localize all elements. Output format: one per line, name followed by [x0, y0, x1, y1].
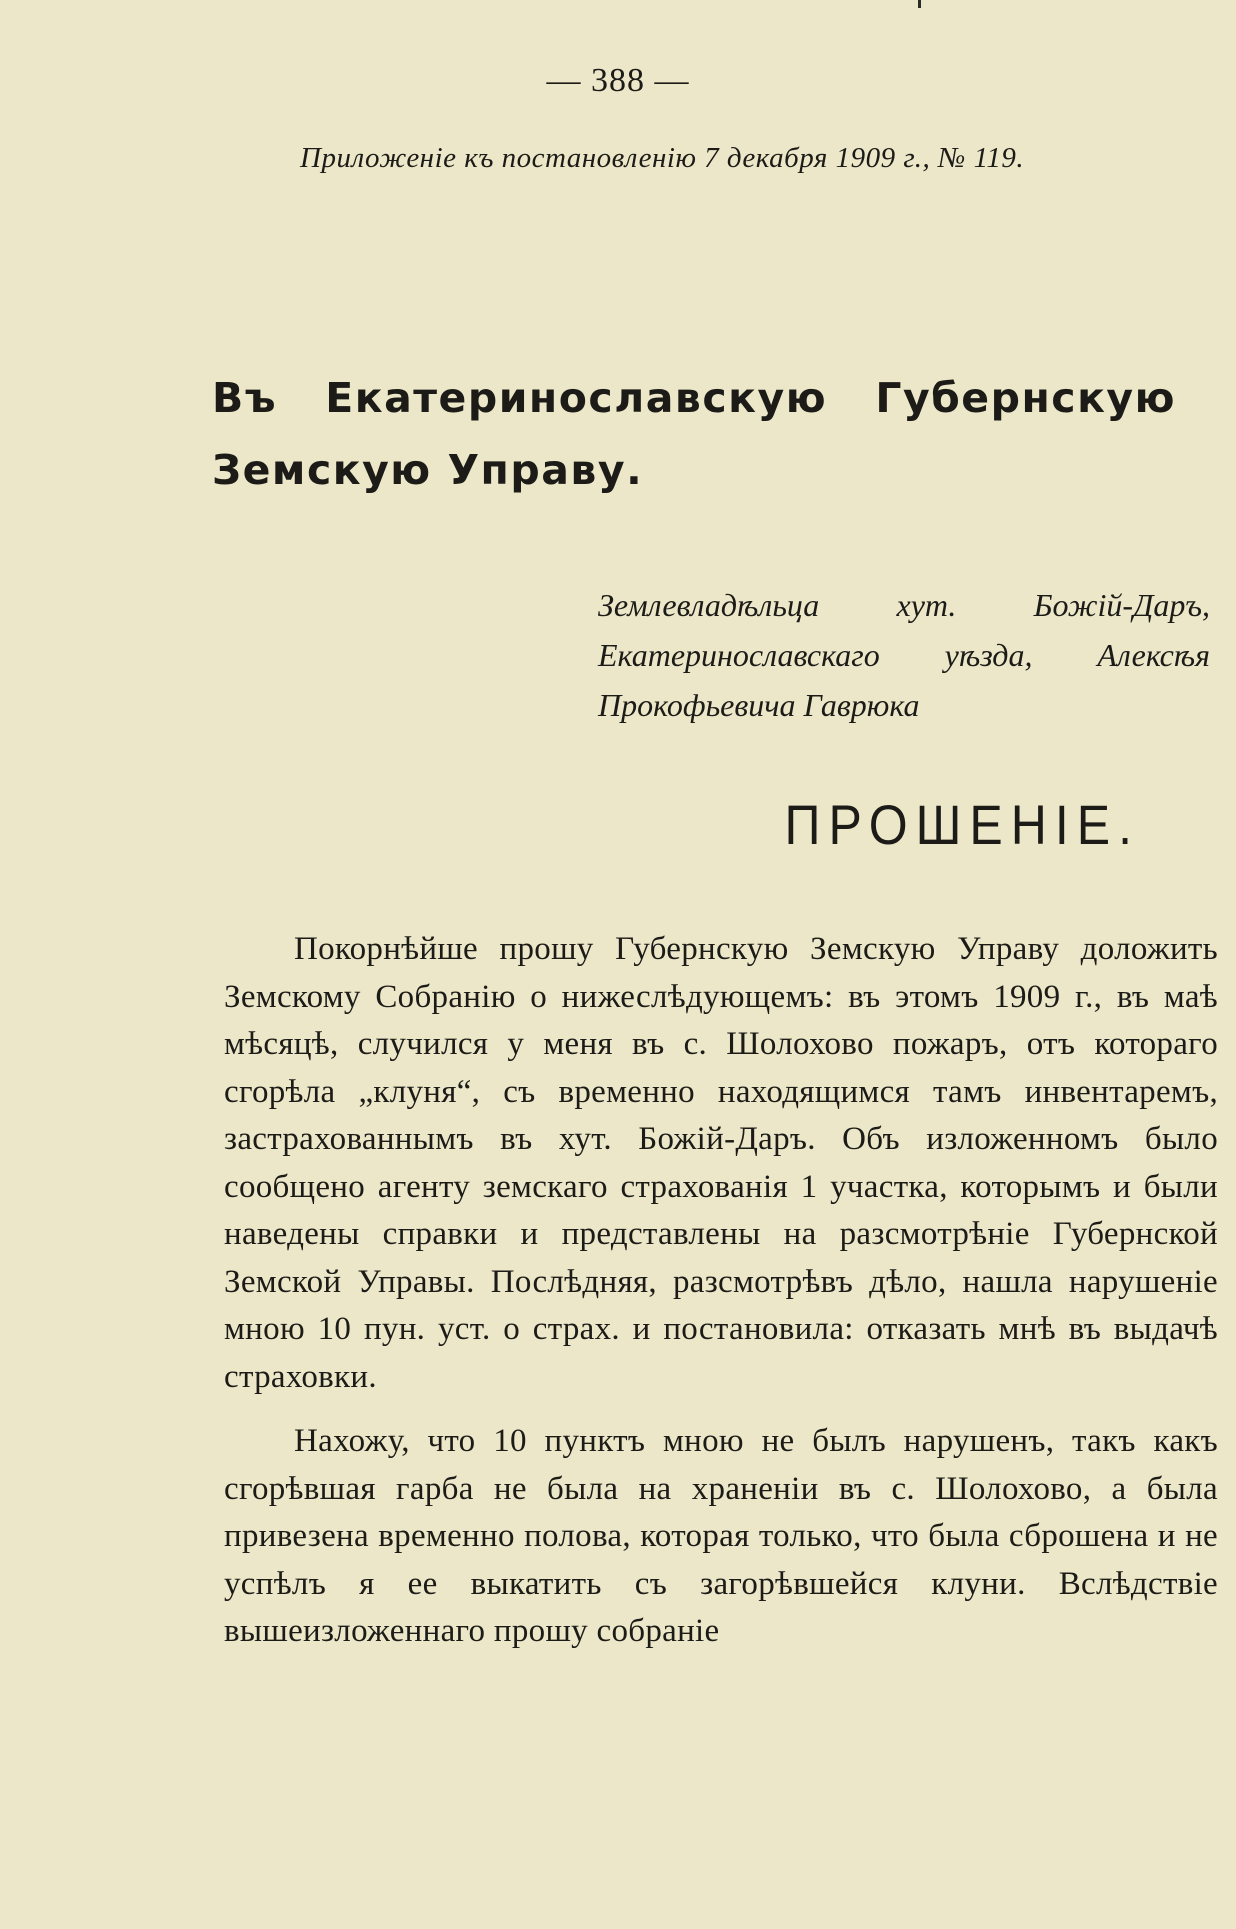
print-mark — [918, 0, 921, 8]
appendix-note: Приложеніе къ постановленію 7 декабря 1909 г., № 119. — [300, 142, 1025, 174]
paragraph: Покорнѣйше прошу Губернскую Земскую Управу доложить Земскому Собранію о нижеслѣдующемъ: въ этомъ 1909 г., въ маѣ мѣсяцѣ, случился у меня въ с. Шолохово пожаръ, отъ котораго сгорѣла „клуня“, съ временно находящимся тамъ инвентаремъ, застрахованнымъ въ хут. Божій-Даръ. Объ изложенномъ было сообщено агенту земскаго страхованія 1 участка, которымъ и были наведены справки и представлены на разсмотрѣніе Губернской Земской Управы. Послѣдняя, разсмотрѣвъ дѣло, нашла нарушеніе мною 10 пун. уст. о страх. и постановила: отказать мнѣ въ выдачѣ страховки. — [224, 931, 1218, 1395]
document-title: ПРОШЕНІЕ. — [784, 793, 1140, 857]
petition-body — [224, 926, 1218, 1673]
petitioner-info: Землевладѣльца хут. Божій-Даръ, Екатеринославскаго уѣзда, Алексѣя Прокофьевича Гаврюка — [598, 587, 1210, 723]
paragraph: Нахожу, что 10 пунктъ мною не былъ нарушенъ, такъ какъ сгорѣвшая гарба не была на храненіи въ с. Шолохово, а была привезена временно полова, которая только, что была сброшена и не успѣлъ я ее выкатить съ загорѣвшейся клуни. Вслѣдствіе вышеизложеннаго прошу собраніе — [224, 1423, 1218, 1649]
addressee-heading: Въ Екатеринославскую Губернскую Земскую Управу. — [212, 374, 1176, 494]
page-number: — 388 — — [546, 62, 690, 99]
